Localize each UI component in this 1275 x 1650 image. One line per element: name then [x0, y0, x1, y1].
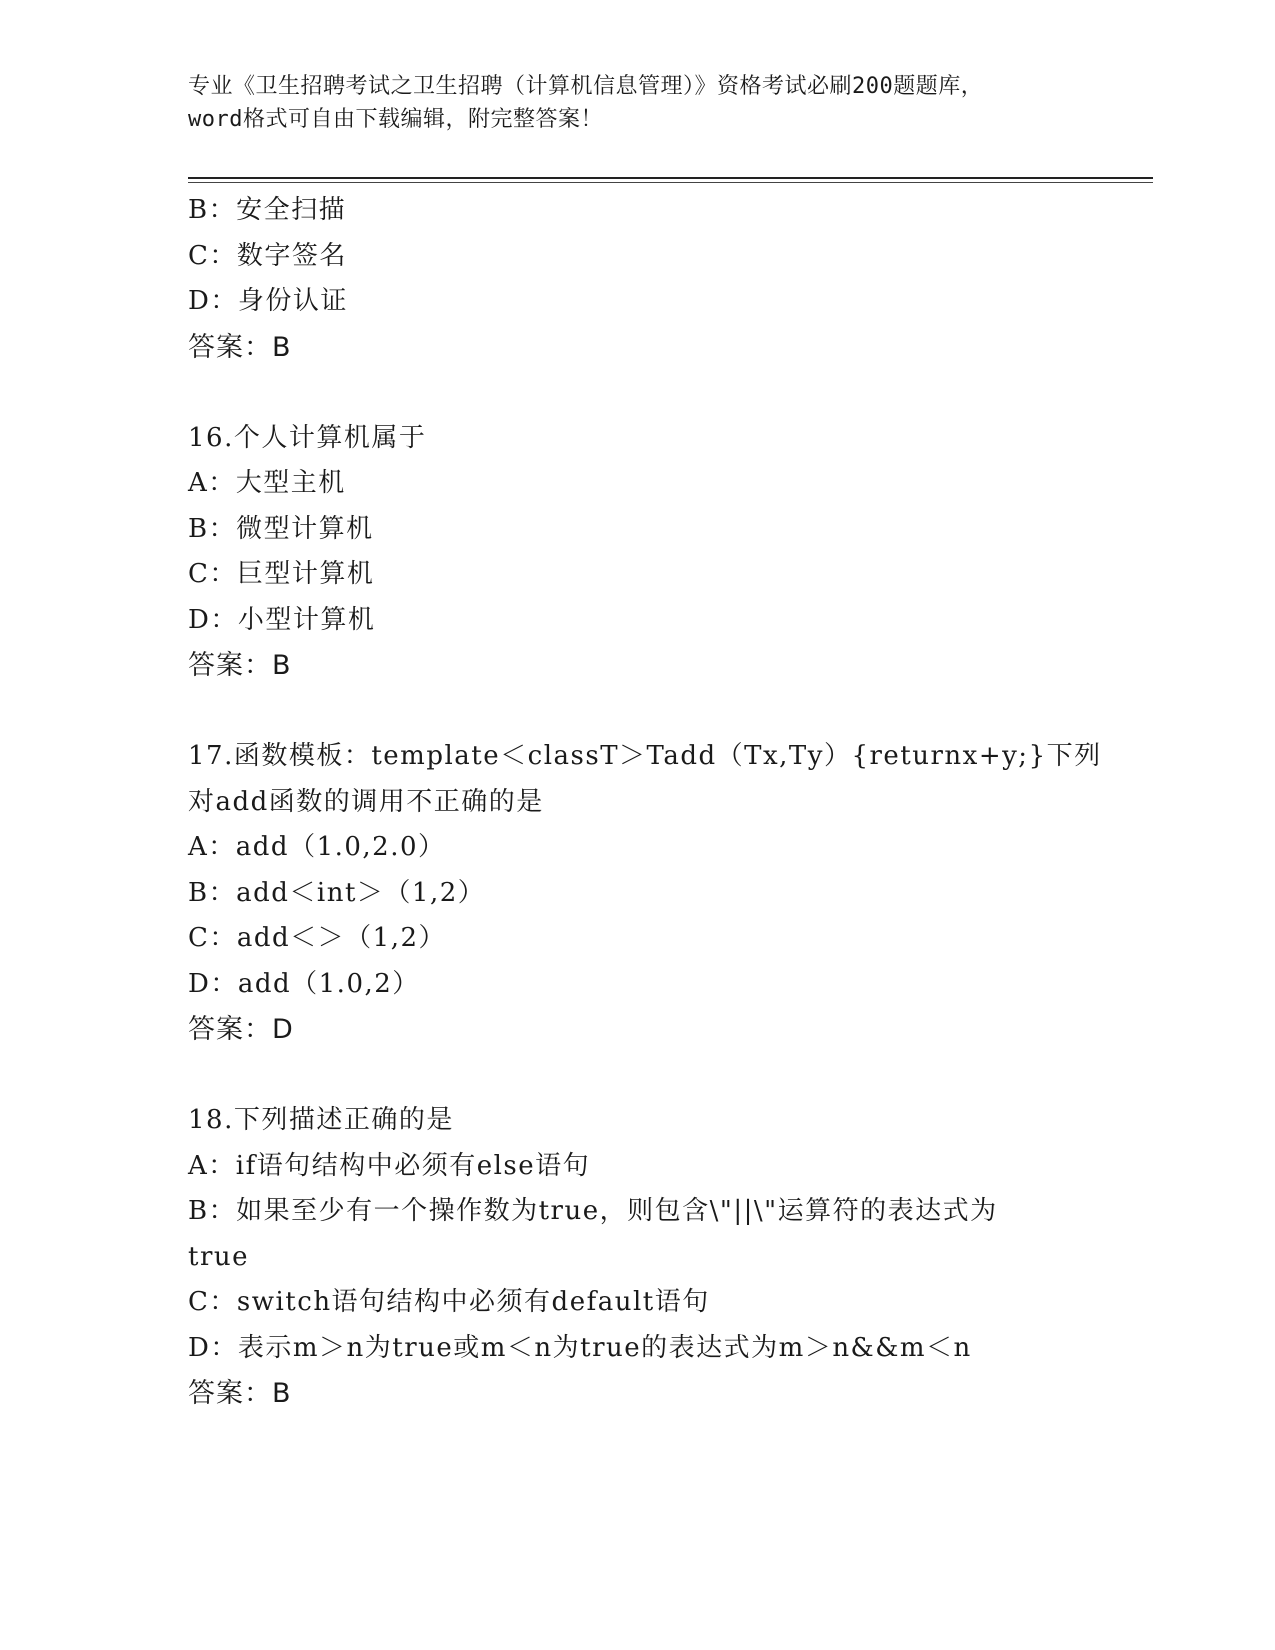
q15-option-d: D：身份认证 [188, 286, 348, 316]
q16-option-b: B：微型计算机 [188, 513, 374, 544]
q15-option-b: B：安全扫描 [188, 195, 347, 225]
q17-option-d: D：add（1.0,2） [188, 968, 420, 999]
question-15 [188, 188, 1088, 370]
q16-question: 16.个人计算机属于 [188, 422, 427, 453]
q16-option-d: D：小型计算机 [188, 604, 376, 635]
q18-question: 18.下列描述正确的是 [188, 1105, 454, 1135]
q15-option-c: C：数字签名 [188, 240, 347, 271]
q18-option-d: D：表示m＞n为true或m＜n为true的表达式为m＞n&&m＜n [188, 1332, 972, 1363]
header-divider-thin [188, 182, 1153, 183]
question-spacer [188, 370, 1088, 416]
q17-option-c: C：add＜＞（1,2） [188, 923, 447, 953]
header-title-line-1: 专业《卫生招聘考试之卫生招聘（计算机信息管理）》资格考试必刷200题题库， [188, 74, 984, 99]
q18-option-b-line-1: B：如果至少有一个操作数为true，则包含\"||\"运算符的表达式为 [188, 1196, 998, 1226]
q16-option-c: C：巨型计算机 [188, 559, 375, 589]
q18-option-a: A：if语句结构中必须有else语句 [188, 1150, 591, 1181]
q16-option-a: A：大型主机 [188, 468, 346, 498]
question-spacer [188, 1053, 1088, 1099]
q17-answer: 答案：D [188, 1014, 294, 1045]
q17-option-a: A：add（1.0,2.0） [188, 832, 446, 862]
question-18 [188, 1098, 1088, 1417]
q17-question-line-2: 对add函数的调用不正确的是 [188, 786, 544, 817]
header-divider-thick [188, 177, 1153, 179]
q15-answer: 答案：B [188, 331, 292, 363]
document-header [188, 70, 1088, 136]
q18-answer: 答案：B [188, 1378, 292, 1409]
q16-answer: 答案：B [188, 650, 292, 681]
question-spacer [188, 689, 1088, 735]
q17-option-b: B：add＜int＞（1,2） [188, 877, 486, 908]
question-list [188, 188, 1102, 1417]
header-title-line-2: word格式可自由下载编辑，附完整答案！ [188, 107, 603, 132]
q18-option-c: C：switch语句结构中必须有default语句 [188, 1287, 710, 1317]
q17-question-line-1: 17.函数模板：template＜classT＞Tadd（Tx,Ty）{returnx+y;}下列 [188, 741, 1102, 771]
question-17 [188, 734, 1102, 1053]
question-16 [188, 416, 1088, 689]
q18-option-b-line-2: true [188, 1241, 250, 1272]
